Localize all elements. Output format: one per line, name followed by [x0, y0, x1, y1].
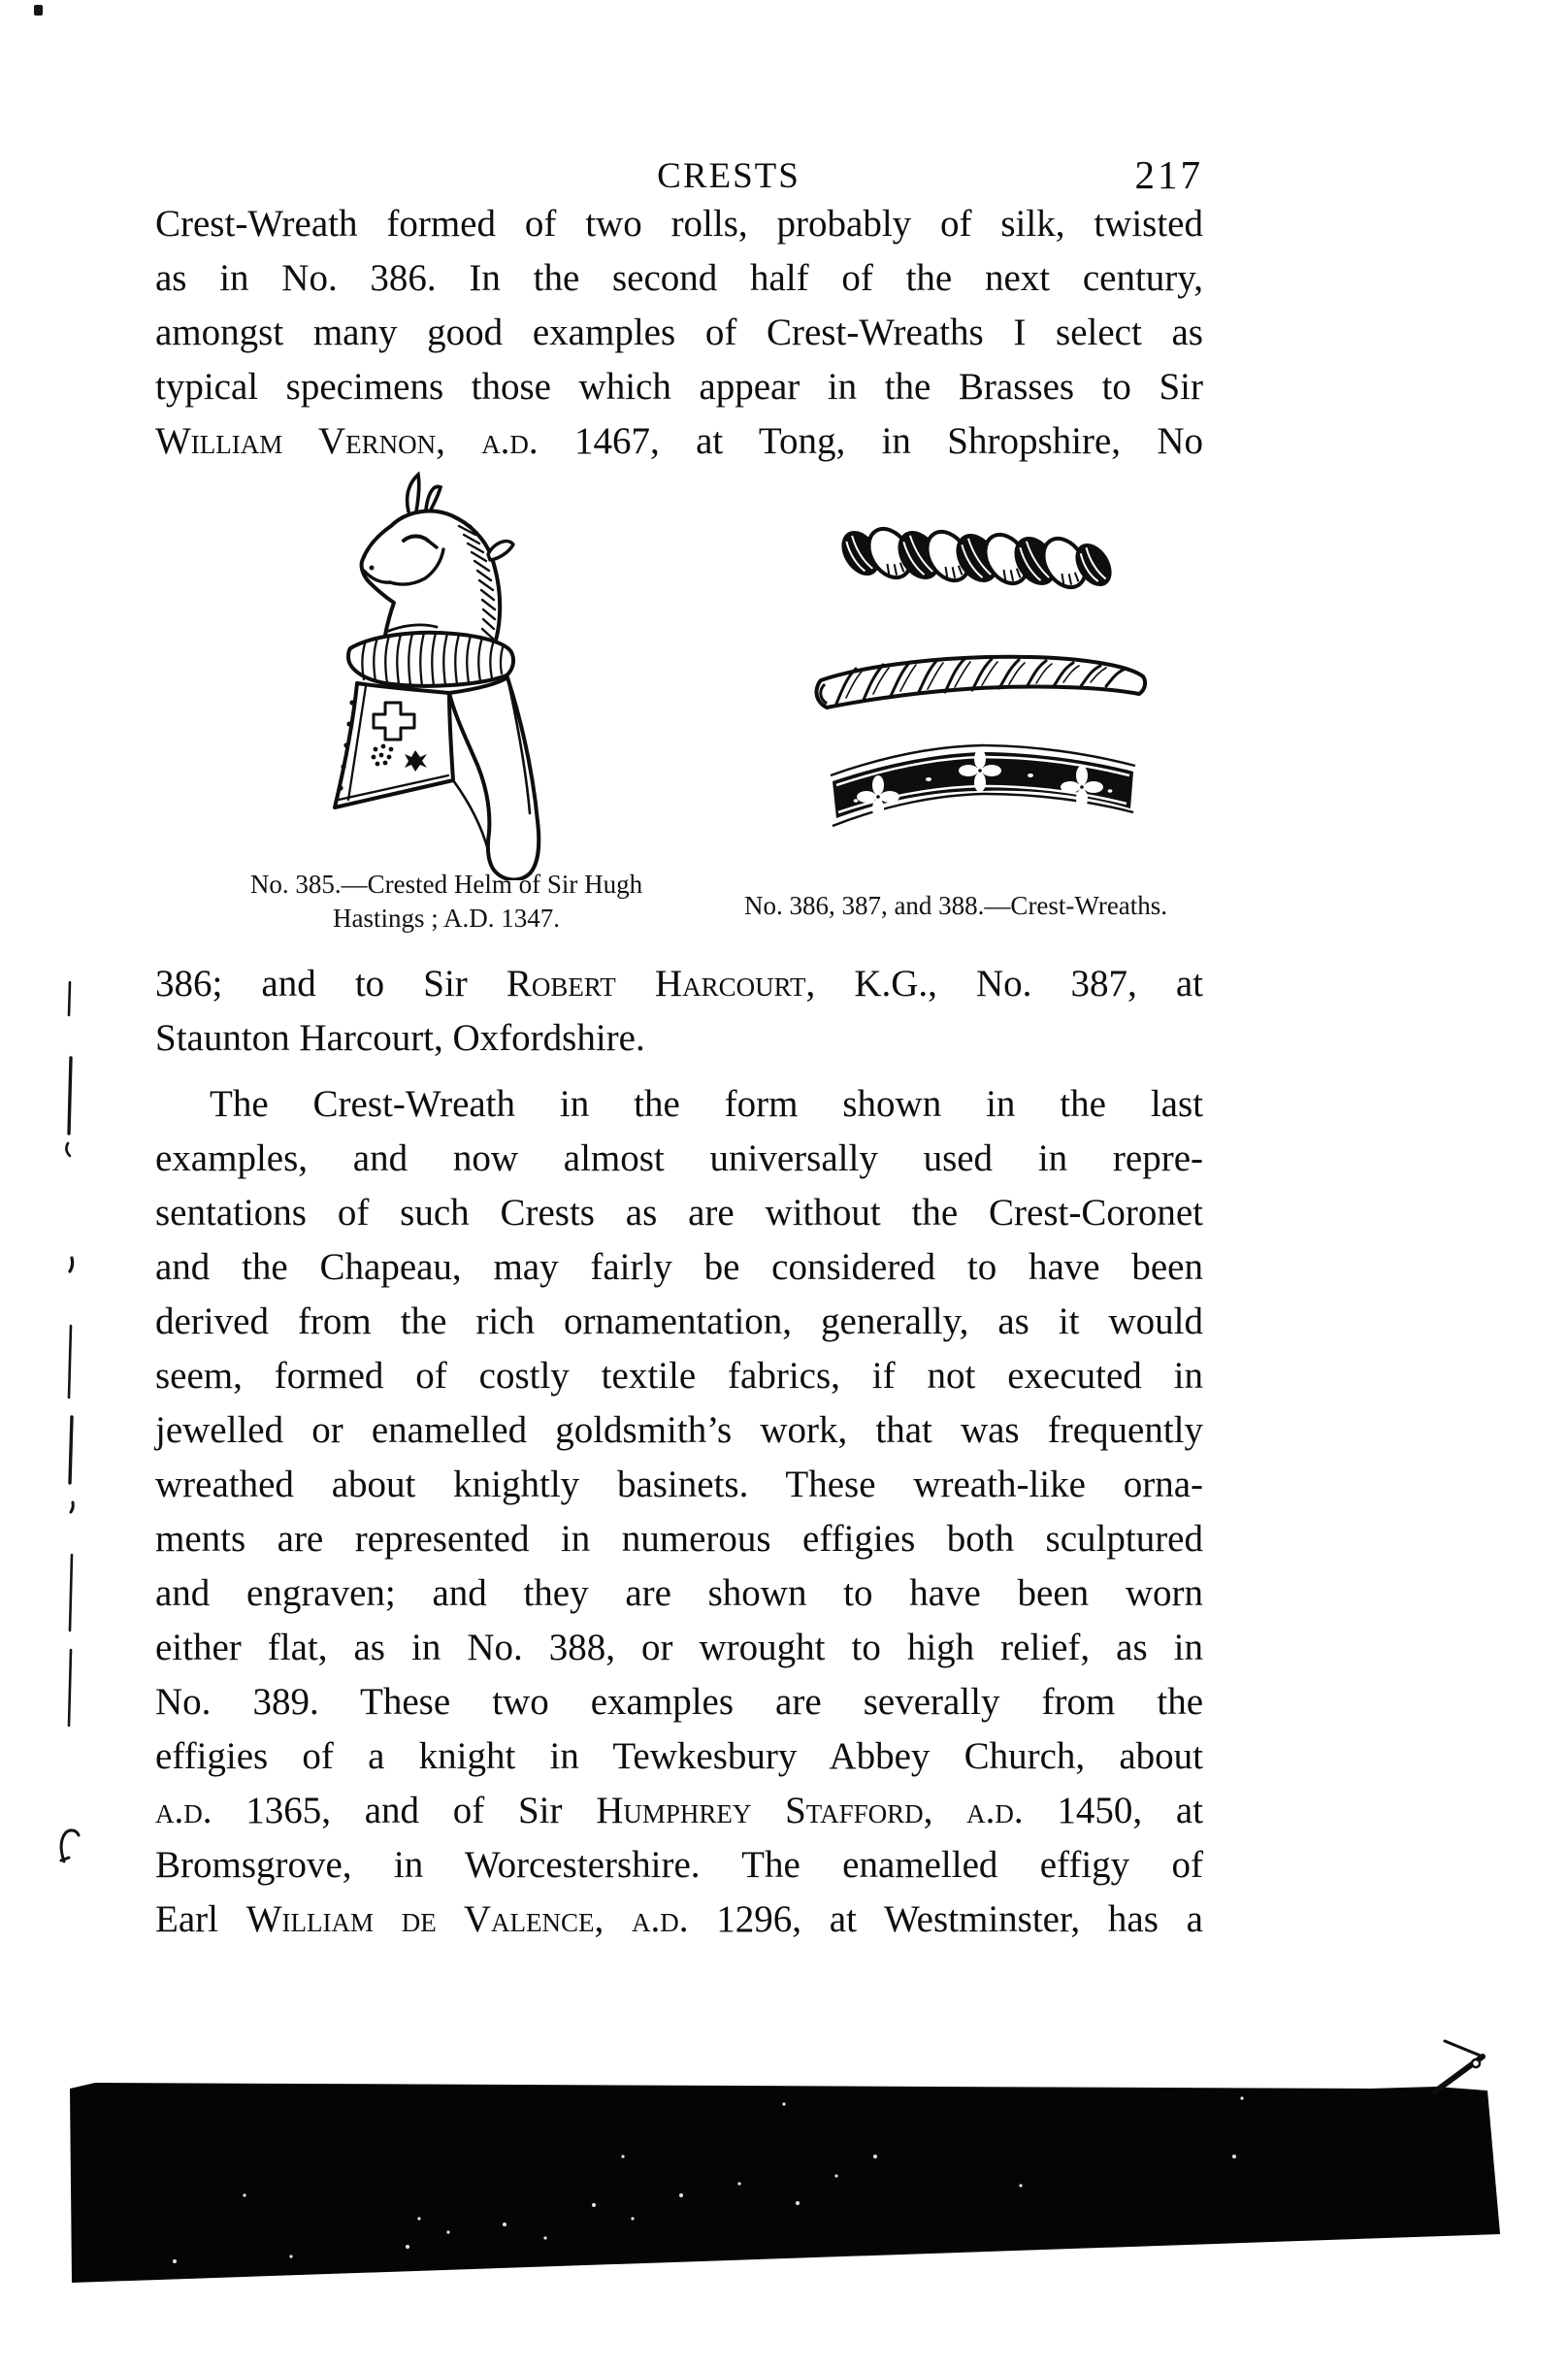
- text-line: [155, 1240, 1203, 1295]
- small-caps-text: a.d.: [966, 1790, 1024, 1831]
- text-segment: seem, formed of costly textile fabrics, if not executed in: [155, 1355, 1203, 1397]
- body-paragraph: [155, 1077, 1203, 1947]
- page-header: [155, 151, 1203, 200]
- text-segment: Bromsgrove, in Worcestershire. The enamelled effigy of: [155, 1844, 1203, 1886]
- text-line: [155, 1458, 1203, 1512]
- text-segment: No. 389. These two examples are severally from the: [155, 1681, 1203, 1723]
- text-segment: 1450, at: [1023, 1790, 1204, 1831]
- text-segment: 386; and to Sir: [155, 963, 506, 1004]
- caption-line: No. 385.—Crested Helm of Sir Hugh: [249, 870, 643, 899]
- text-line: [155, 1011, 1203, 1066]
- text-segment: as in No. 386. In the second half of the next century,: [155, 257, 1203, 299]
- body-paragraph: [155, 197, 1203, 469]
- small-caps-text: a.d.: [632, 1898, 689, 1940]
- small-caps-text: Humphrey Stafford: [596, 1790, 924, 1831]
- text-segment: jewelled or enamelled goldsmith’s work, that was frequently: [155, 1409, 1203, 1451]
- crest-wreath-386-figure: [839, 505, 1121, 607]
- text-segment: Crest-Wreath formed of two rolls, probably of silk, twisted: [155, 203, 1203, 245]
- small-caps-text: Robert Harcourt: [506, 963, 806, 1004]
- text-line: [155, 1403, 1203, 1458]
- text-segment: ,: [436, 420, 482, 462]
- text-segment: 1467, at Tong, in Shropshire, No: [538, 420, 1204, 462]
- text-segment: 1296, at Westminster, has a: [688, 1898, 1203, 1940]
- text-segment: and the Chapeau, may fairly be considered to have been: [155, 1246, 1203, 1288]
- figure-caption-helm: [194, 868, 699, 936]
- text-line: [155, 197, 1203, 251]
- crest-wreath-388-figure: [827, 741, 1139, 830]
- text-segment: Staunton Harcourt, Oxfordshire.: [155, 1017, 645, 1059]
- margin-artifacts: [49, 971, 91, 1893]
- page-number: 217: [1134, 152, 1203, 197]
- text-line: [155, 251, 1203, 306]
- caption-line: Hastings ; A.D. 1347.: [332, 904, 560, 933]
- text-segment: ,: [594, 1898, 632, 1940]
- scan-speck-artifact: [34, 5, 43, 16]
- figure-caption-wreaths: [720, 889, 1192, 923]
- text-segment: examples, and now almost universally used in repre-: [155, 1137, 1203, 1179]
- text-segment: amongst many good examples of Crest-Wreaths I select as: [155, 312, 1203, 353]
- page-title: CRESTS: [657, 156, 800, 196]
- text-segment: Earl: [155, 1898, 246, 1940]
- small-caps-text: a.d.: [481, 420, 539, 462]
- text-line: [155, 1512, 1203, 1566]
- crest-wreath-387-figure: [807, 636, 1153, 725]
- text-line: [155, 360, 1203, 414]
- text-segment: effigies of a knight in Tewkesbury Abbey Church, about: [155, 1735, 1203, 1777]
- text-segment: The Crest-Wreath in the form shown in the last: [210, 1083, 1203, 1125]
- text-line: [155, 1784, 1203, 1838]
- text-segment: derived from the rich ornamentation, generally, as it would: [155, 1301, 1203, 1342]
- text-line: [155, 1295, 1203, 1349]
- text-line: [155, 306, 1203, 360]
- body-paragraph: [155, 957, 1203, 1066]
- crested-helm-figure: [288, 439, 579, 880]
- small-caps-text: a.d.: [155, 1790, 212, 1831]
- text-line: [155, 1675, 1203, 1729]
- text-line: [155, 1186, 1203, 1240]
- text-segment: sentations of such Crests as are without the Crest-Coronet: [155, 1192, 1203, 1234]
- scan-black-band: [0, 2038, 1568, 2371]
- text-line: [155, 1132, 1203, 1186]
- text-line: [155, 1349, 1203, 1403]
- small-caps-text: William Vernon: [155, 420, 437, 462]
- text-line: [155, 1893, 1203, 1947]
- text-segment: either flat, as in No. 388, or wrought to high relief, as in: [155, 1627, 1203, 1668]
- text-segment: ments are represented in numerous effigies both sculptured: [155, 1518, 1203, 1560]
- text-segment: 1365, and of Sir: [212, 1790, 597, 1831]
- small-caps-text: William de Valence: [245, 1898, 595, 1940]
- text-line: [155, 1729, 1203, 1784]
- text-segment: ,: [923, 1790, 967, 1831]
- text-segment: wreathed about knightly basinets. These wreath-like orna-: [155, 1464, 1203, 1505]
- text-line: [155, 1566, 1203, 1621]
- text-segment: and engraven; and they are shown to have been worn: [155, 1572, 1203, 1614]
- text-line: [155, 1621, 1203, 1675]
- text-segment: , K.G., No. 387, at: [805, 963, 1204, 1004]
- text-line: [155, 1838, 1203, 1893]
- text-line: [155, 1077, 1203, 1132]
- caption-line: No. 386, 387, and 388.—Crest-Wreaths.: [743, 891, 1168, 920]
- text-line: [155, 957, 1203, 1011]
- text-segment: typical specimens those which appear in the Brasses to Sir: [155, 366, 1203, 408]
- chevron-mark: [1435, 2041, 1483, 2091]
